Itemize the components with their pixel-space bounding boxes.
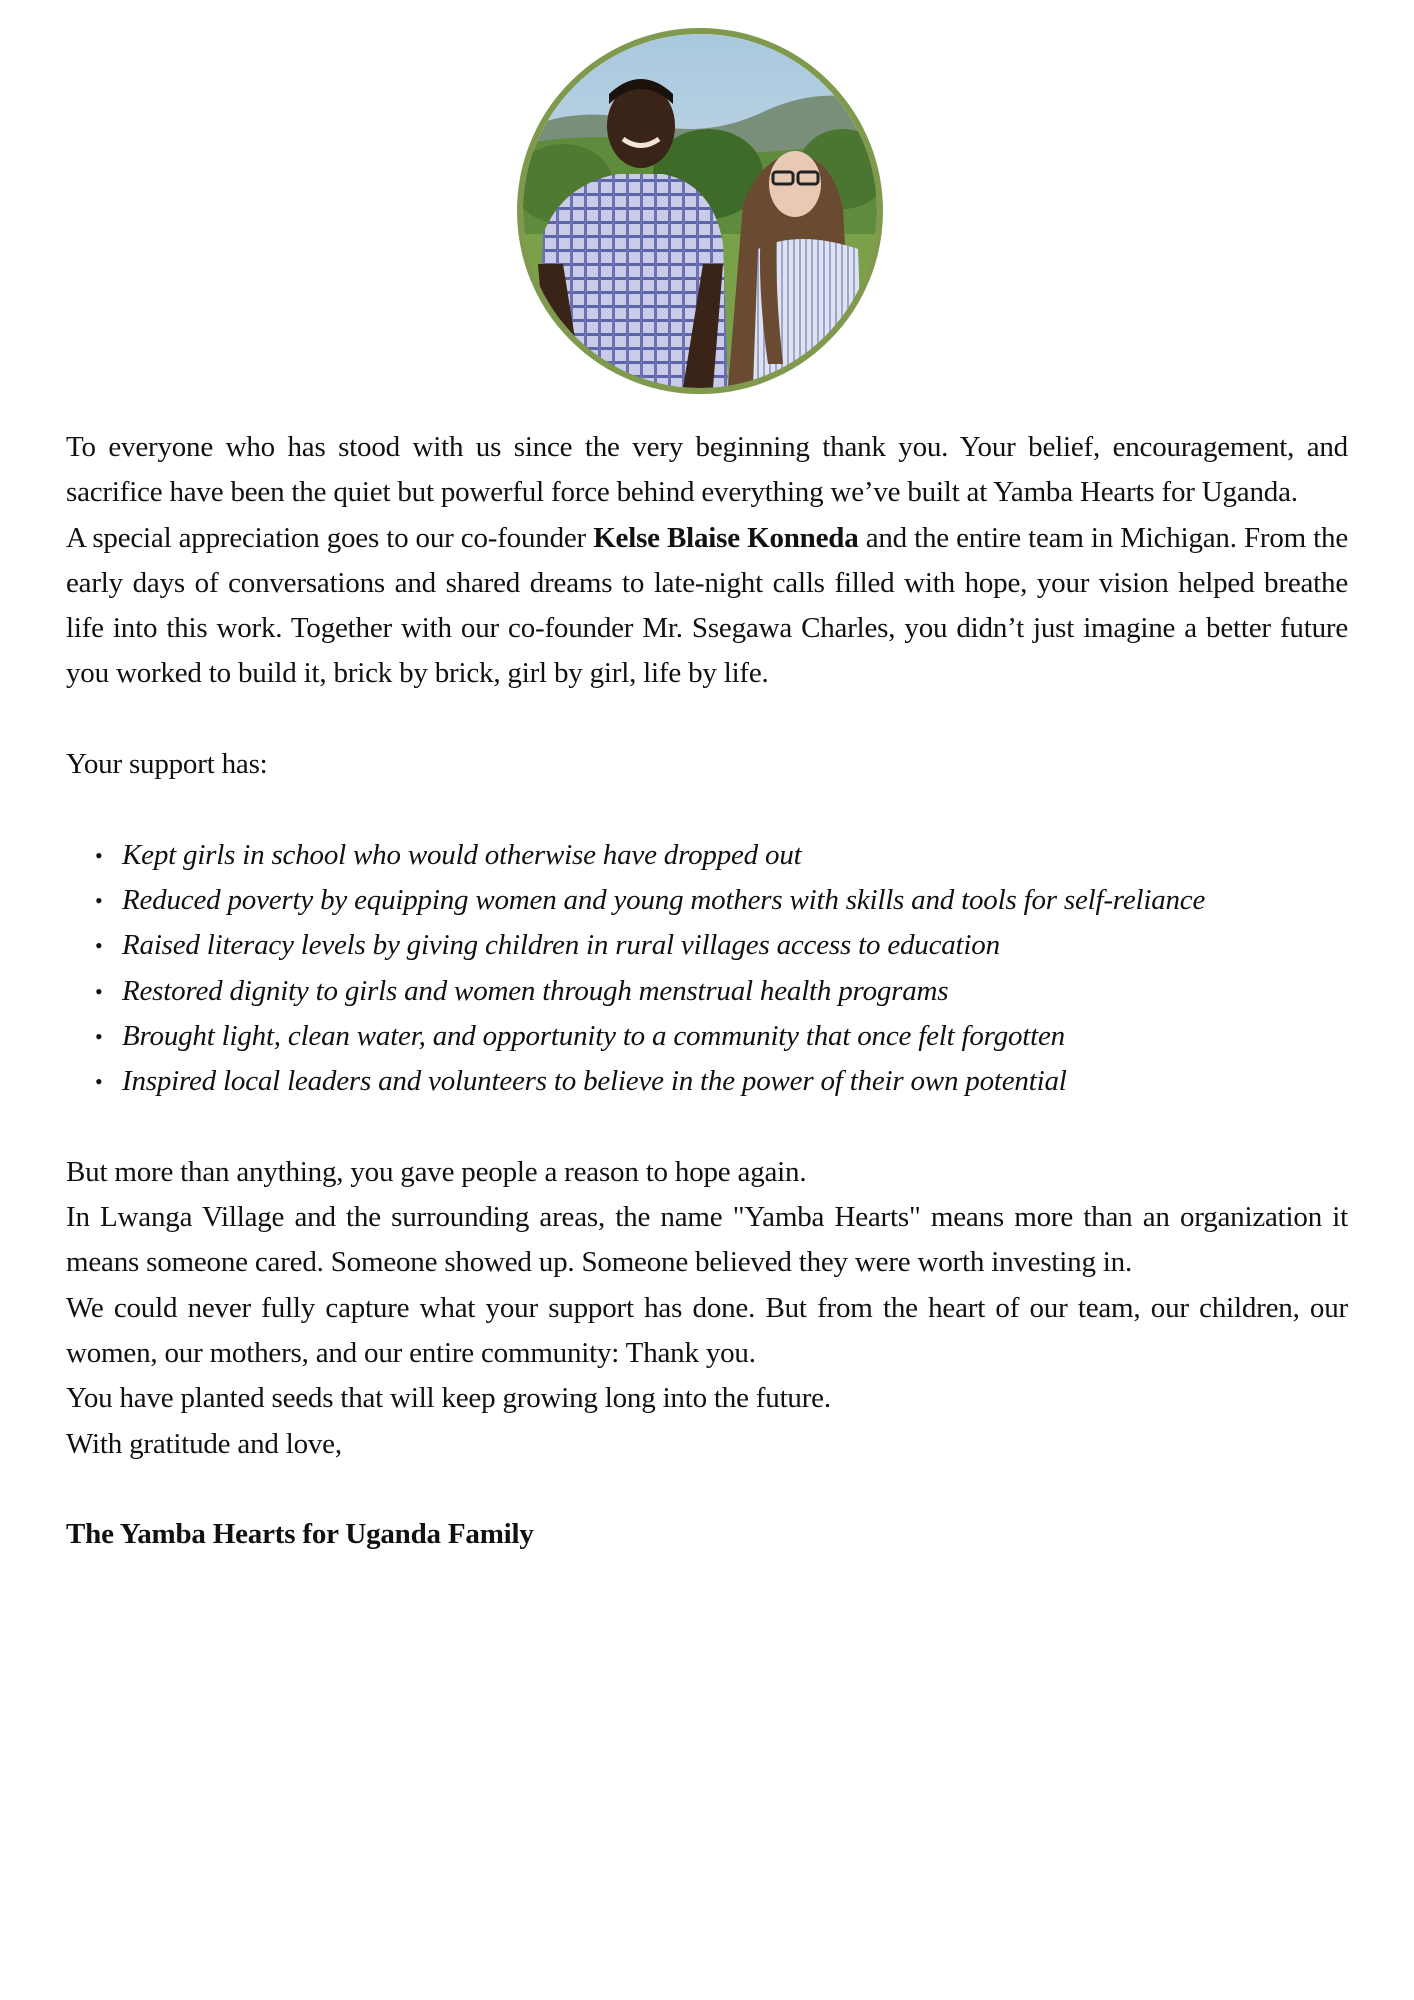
spacer (66, 697, 1348, 742)
cofounder-name: Kelse Blaise Konneda (593, 521, 859, 554)
appreciation-text-after: and the entire team in Michigan. From the early days of conversations and shared dreams to late-night calls filled with hope, your vision helped breathe life into this work. Together with our co-founder Mr. Ssegawa Charles, you didn’t just imagine a better future you worked to build it, brick by brick, girl by girl, life by life. (66, 521, 1349, 690)
hope-paragraph: But more than anything, you gave people a reason to hope again. (66, 1155, 807, 1188)
capture-paragraph: We could never fully capture what your support has done. But from the heart of our team, our children, our women, our mothers, and our entire community: Thank you. (66, 1291, 1348, 1369)
signature: The Yamba Hearts for Uganda Family (66, 1518, 534, 1551)
support-list-item: • Brought light, clean water, and opportunity to a community that once felt forgotten (122, 1014, 1348, 1059)
support-list-item: • Kept girls in school who would otherwise have dropped out (122, 833, 1348, 878)
founders-photo-image (523, 34, 877, 388)
spacer (66, 787, 1348, 832)
support-heading: Your support has: (66, 748, 268, 781)
seeds-paragraph: You have planted seeds that will keep growing long into the future. (66, 1382, 831, 1415)
spacer (66, 1104, 1348, 1149)
support-list-item: • Inspired local leaders and volunteers to believe in the power of their own potential (122, 1059, 1348, 1104)
appreciation-text-before: A special appreciation goes to our co-founder (66, 521, 594, 554)
appreciation-paragraph (66, 516, 1348, 697)
sign-off: With gratitude and love, (66, 1427, 342, 1460)
support-list-item: • Restored dignity to girls and women through menstrual health programs (122, 969, 1348, 1014)
lwanga-paragraph: In Lwanga Village and the surrounding areas, the name "Yamba Hearts" means more than an organization it means someone cared. Someone showed up. Someone believed they were worth investing in. (66, 1201, 1348, 1279)
intro-paragraph: To everyone who has stood with us since the very beginning thank you. Your belief, encouragement, and sacrifice have been the quiet but powerful force behind everything we’ve built at Yamba Hearts for Uganda. (66, 431, 1348, 509)
spacer (66, 1467, 1348, 1512)
support-list-item: • Raised literacy levels by giving children in rural villages access to education (122, 923, 1348, 968)
founders-photo (517, 28, 883, 394)
support-list (66, 833, 1348, 1105)
support-list-item: • Reduced poverty by equipping women and young mothers with skills and tools for self-reliance (122, 878, 1348, 923)
letter-body (66, 425, 1348, 1557)
